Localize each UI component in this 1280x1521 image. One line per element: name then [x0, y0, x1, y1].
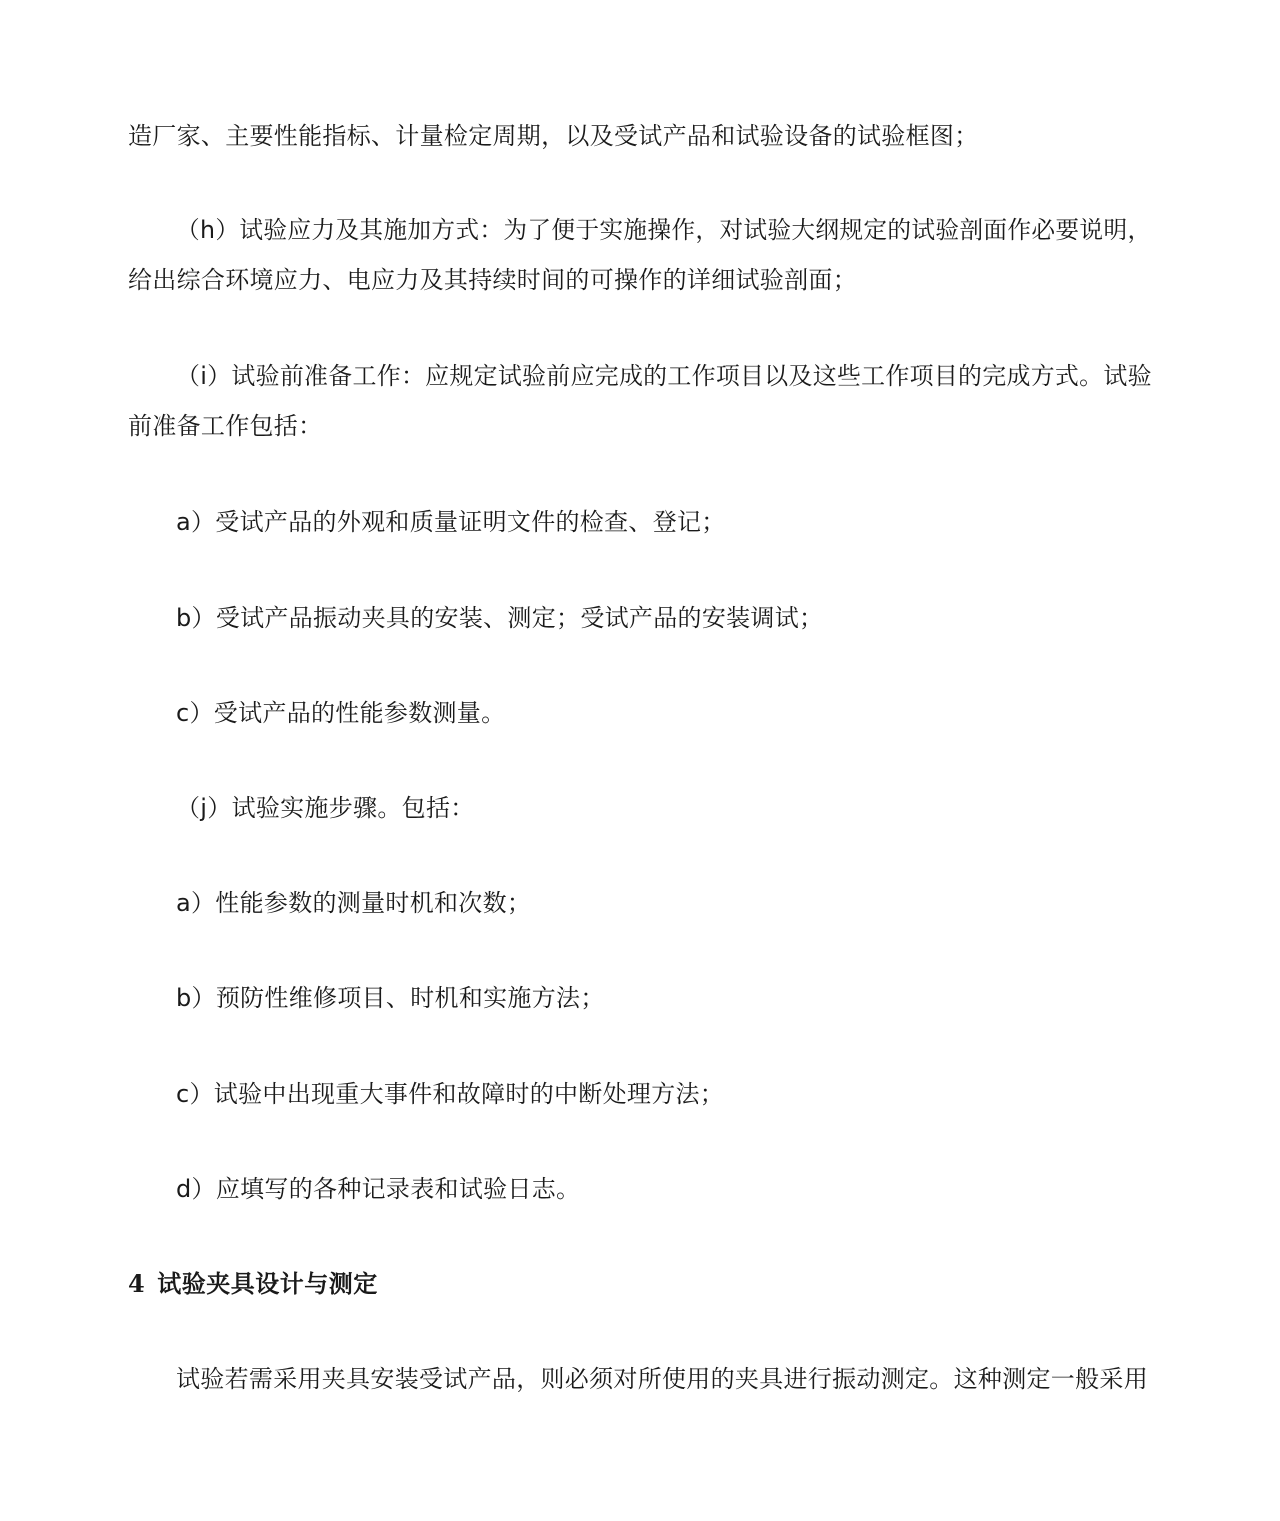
list-item-j-b: b）预防性维修项目、时机和实施方法；: [176, 984, 605, 1012]
list-item-j-a: a）性能参数的测量时机和次数；: [176, 889, 532, 917]
paragraph-i-line1: （i）试验前准备工作：应规定试验前应完成的工作项目以及这些工作项目的完成方式。试验: [176, 362, 1152, 390]
list-item-i-c: c）受试产品的性能参数测量。: [176, 699, 506, 727]
section-number: 4: [128, 1269, 146, 1298]
paragraph-h-line2: 给出综合环境应力、电应力及其持续时间的可操作的详细试验剖面；: [128, 266, 857, 294]
paragraph-continuation: 造厂家、主要性能指标、计量检定周期，以及受试产品和试验设备的试验框图；: [128, 122, 979, 150]
paragraph-j: （j）试验实施步骤。包括：: [176, 794, 475, 822]
list-item-i-a: a）受试产品的外观和质量证明文件的检查、登记；: [176, 508, 726, 536]
paragraph-h-line1: （h）试验应力及其施加方式：为了便于实施操作，对试验大纲规定的试验剖面作必要说明，: [176, 216, 1152, 244]
list-item-j-c: c）试验中出现重大事件和故障时的中断处理方法；: [176, 1080, 725, 1108]
section-heading: [128, 1268, 378, 1300]
section-title: 试验夹具设计与测定: [157, 1270, 378, 1298]
list-item-i-b: b）受试产品振动夹具的安装、测定；受试产品的安装调试；: [176, 604, 824, 632]
list-item-j-d: d）应填写的各种记录表和试验日志。: [176, 1175, 581, 1203]
paragraph-i-line2: 前准备工作包括：: [128, 412, 323, 440]
section-paragraph: 试验若需采用夹具安装受试产品，则必须对所使用的夹具进行振动测定。这种测定一般采用: [176, 1365, 1148, 1393]
